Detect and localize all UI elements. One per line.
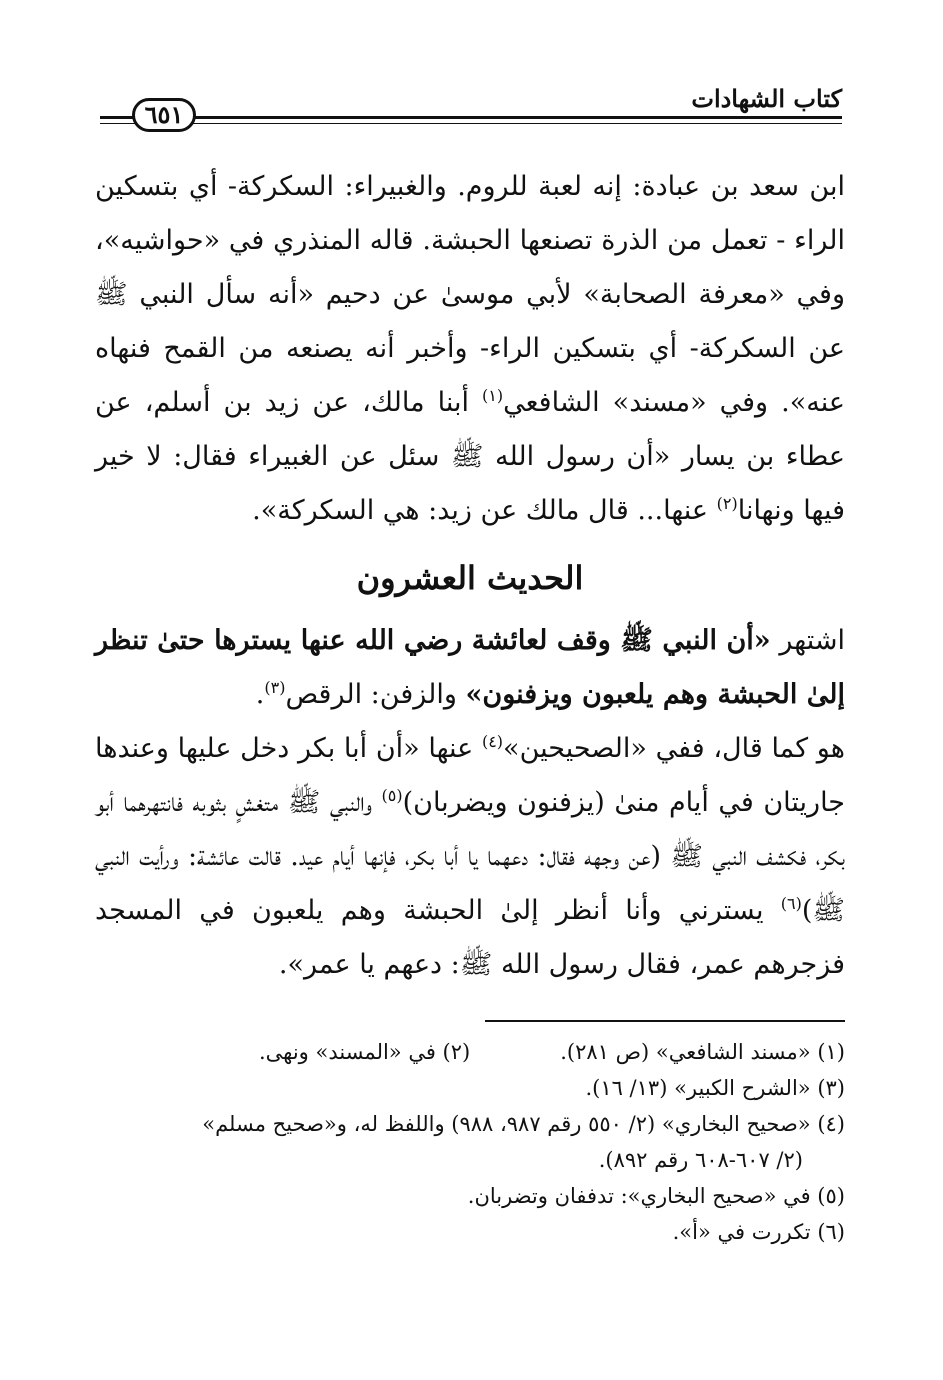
header-rule-thin [100,123,842,124]
hadith-end: . [255,679,265,710]
hadith-tail: والزفن: الرقص [285,679,466,710]
hadith-lead: اشتهر [770,625,846,656]
footnote-3: (٣) «الشرح الكبير» (١٣/ ١٦). [585,1076,845,1100]
footnote-4-line-2: (٢/ ٦٠٧-٦٠٨ رقم ٨٩٢). [598,1148,803,1172]
page-header [100,82,842,132]
paragraph-2 [95,722,845,992]
footnote-ref-1: (١) [482,386,504,405]
paragraph-1-text-c: عنها... قال مالك عن زيد: هي السكركة». [252,495,717,526]
running-title: كتاب الشهادات [685,84,842,114]
paragraph-1-text-b: أبنا مالك، عن زيد بن أسلم، عن عطاء بن يسار «أن رسول الله ﷺ سئل عن الغبيراء فقال: لا خير فيها ونهانا [95,387,845,526]
hadith-text: «أن النبي ﷺ وقف لعائشة رضي الله عنها يسترها حتىٰ تنظر إلىٰ الحبشة وهم يلعبون ويزفنون» [95,625,845,710]
footnote-separator [485,1020,845,1022]
footnote-ref-4: (٤) [481,732,504,751]
footnote-ref-6: (٦) [780,894,802,913]
footnote-ref-2: (٢) [716,494,738,513]
footnote-ref-3: (٣) [264,678,286,697]
main-text [95,160,845,992]
paragraph-2-text-d: يسترني وأنا أنظر إلىٰ الحبشة وهم يلعبون في المسجد فزجرهم عمر، فقال رسول الله ﷺ: دعهم يا عمر». [95,895,845,980]
paragraph-2-text-c: والنبي ﷺ متغشٍ بثوبه فانتهرهما أبو بكر، فكشف النبي ﷺ (عن وجهه فقال: دعهما يا أبا بكر، فإنها أيام عيد. قالت عائشة: ورأيت النبي ﷺ) [95,787,845,926]
page-number: ٦٥١ [132,98,196,132]
paragraph-2-text-b: عنها «أن أبا بكر دخل عليها وعندها جاريتان في أيام منىٰ (يزفنون ويضربان) [95,733,845,818]
paragraph-1 [95,160,845,538]
paragraph-2-text-a: هو كما قال، ففي «الصحيحين» [503,733,845,764]
footnote-5: (٥) في «صحيح البخاري»: تدففان وتضربان. [467,1184,845,1208]
footnote-1: (١) «مسند الشافعي» (ص ٢٨١). [560,1040,845,1064]
footnote-row-1-2 [95,1034,845,1070]
footnote-4-line-1: (٤) «صحيح البخاري» (٢/ ٥٥٠ رقم ٩٨٧، ٩٨٨) واللفظ له، و«صحيح مسلم» [202,1112,845,1136]
footnote-6: (٦) تكررت في «أ». [672,1220,845,1244]
footnote-2: (٢) في «المسند» ونهى. [258,1040,471,1064]
paragraph-1-text-a: ابن سعد بن عبادة: إنه لعبة للروم. والغبيراء: السكركة- أي بتسكين الراء - تعمل من الذرة تصنعها الحبشة. قاله المنذري في «حواشيه»، وفي «معرفة الصحابة» لأبي موسىٰ عن دحيم «أنه سأل النبي ﷺ عن السكركة- أي بتسكين الراء- وأخبر أنه يصنعه من القمح فنهاه عنه». وفي «مسند» الشافعي [95,171,845,418]
footnote-ref-5: (٥) [381,786,403,805]
footnotes [95,1034,845,1250]
section-title: الحديث العشرون [356,559,584,597]
header-rule-thick [100,116,842,119]
hadith-paragraph [95,614,845,722]
